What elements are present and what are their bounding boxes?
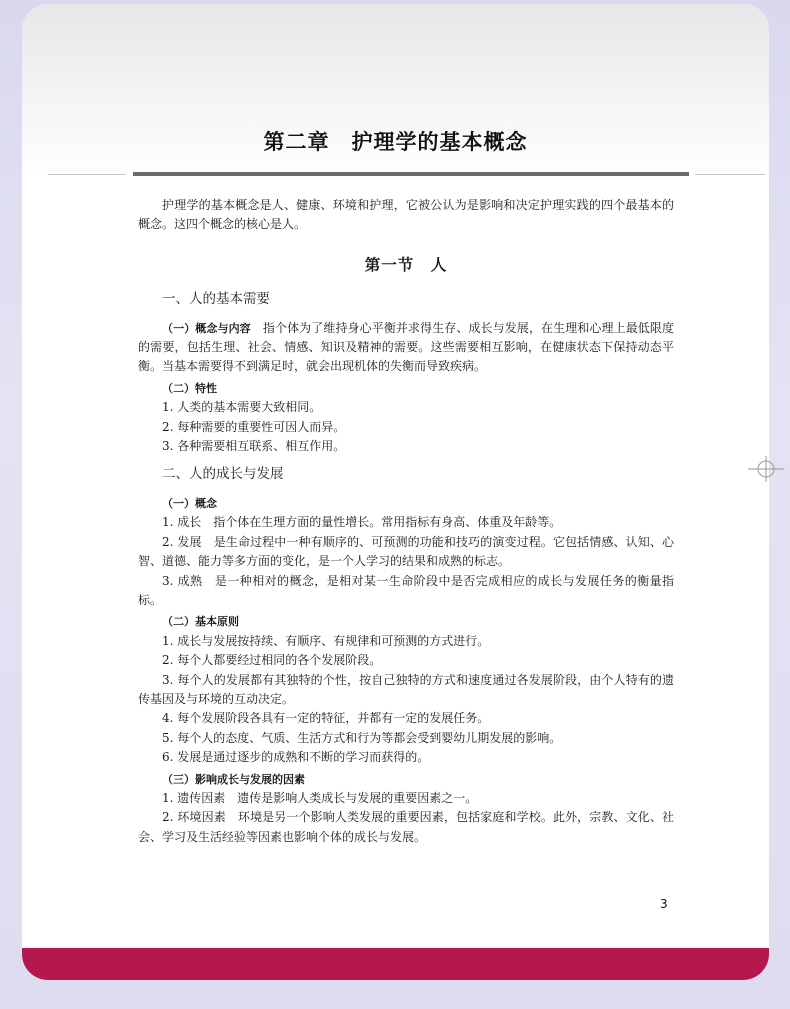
- title-rule-left: [48, 174, 126, 175]
- list-item: 3. 每个人的发展都有其独特的个性，按自己独特的方式和速度通过各发展阶段，由个人特有的遗传基因及与环境的互动决定。: [138, 672, 674, 706]
- list-item: 3. 成熟 是一种相对的概念，是相对某一生命阶段中是否完成相应的成长与发展任务的衡量指标。: [138, 573, 674, 607]
- list-item: 2. 每个人都要经过相同的各个发展阶段。: [162, 653, 382, 668]
- list-item: 5. 每个人的态度、气质、生活方式和行为等都会受到婴幼儿期发展的影响。: [162, 730, 562, 745]
- list-item: 2. 每种需要的重要性可因人而异。: [162, 419, 346, 434]
- subheading-concept-content: （一）概念与内容: [162, 321, 251, 335]
- list-item: 1. 成长 指个体在生理方面的量性增长。常用指标有身高、体重及年龄等。: [162, 515, 562, 530]
- heading-basic-needs: 一、人的基本需要: [162, 291, 270, 308]
- list-item: 6. 发展是通过逐步的成熟和不断的学习而获得的。: [162, 750, 430, 765]
- book-page: [22, 4, 769, 980]
- intro-paragraph: 护理学的基本概念是人、健康、环境和护理，它被公认为是影响和决定护理实践的四个最基本的概念。这四个概念的核心是人。: [138, 198, 674, 232]
- list-item: 1. 成长与发展按持续、有顺序、有规律和可预测的方式进行。: [162, 633, 490, 648]
- list-item: 2. 环境因素 环境是另一个影响人类发展的重要因素，包括家庭和学校。此外，宗教、文化、社会、学习及生活经验等因素也影响个体的成长与发展。: [138, 810, 674, 844]
- subheading-basic-principles: （二）基本原则: [162, 615, 239, 629]
- page-content: [138, 196, 674, 847]
- title-rule: [133, 172, 689, 176]
- list-item: 3. 各种需要相互联系、相互作用。: [162, 439, 346, 454]
- needs-concept-text: 指个体为了维持身心平衡并求得生存、成长与发展，在生理和心理上最低限度的需要，包括生理、社会、情感、知识及精神的需要。这些需要相互影响，在健康状态下保持动态平衡。当基本需要得不到满足时，就会出现机体的失衡而导致疾病。: [138, 320, 674, 374]
- subheading-characteristics: （二）特性: [162, 381, 217, 395]
- list-item: 1. 遗传因素 遗传是影响人类成长与发展的重要因素之一。: [162, 790, 478, 805]
- title-rule-right: [695, 174, 765, 175]
- list-item: 1. 人类的基本需要大致相同。: [162, 400, 322, 415]
- section-title: 第一节 人: [364, 254, 448, 274]
- paragraph-needs-concept: [138, 319, 674, 377]
- page-number: 3: [660, 897, 668, 911]
- list-item: 2. 发展 是生命过程中一种有顺序的、可预测的功能和技巧的演变过程。它包括情感、认知、心智、道德、能力等多方面的变化，是一个人学习的结果和成熟的标志。: [138, 534, 674, 569]
- subheading-concept: （一）概念: [162, 496, 217, 510]
- crop-mark-icon: [748, 456, 784, 482]
- list-item: 4. 每个发展阶段各具有一定的特征，并都有一定的发展任务。: [162, 711, 490, 726]
- chapter-title: 第二章 护理学的基本概念: [263, 130, 528, 154]
- heading-growth-development: 二、人的成长与发展: [162, 466, 284, 483]
- subheading-influencing-factors: （三）影响成长与发展的因素: [162, 772, 305, 786]
- bottom-color-band: [22, 948, 769, 980]
